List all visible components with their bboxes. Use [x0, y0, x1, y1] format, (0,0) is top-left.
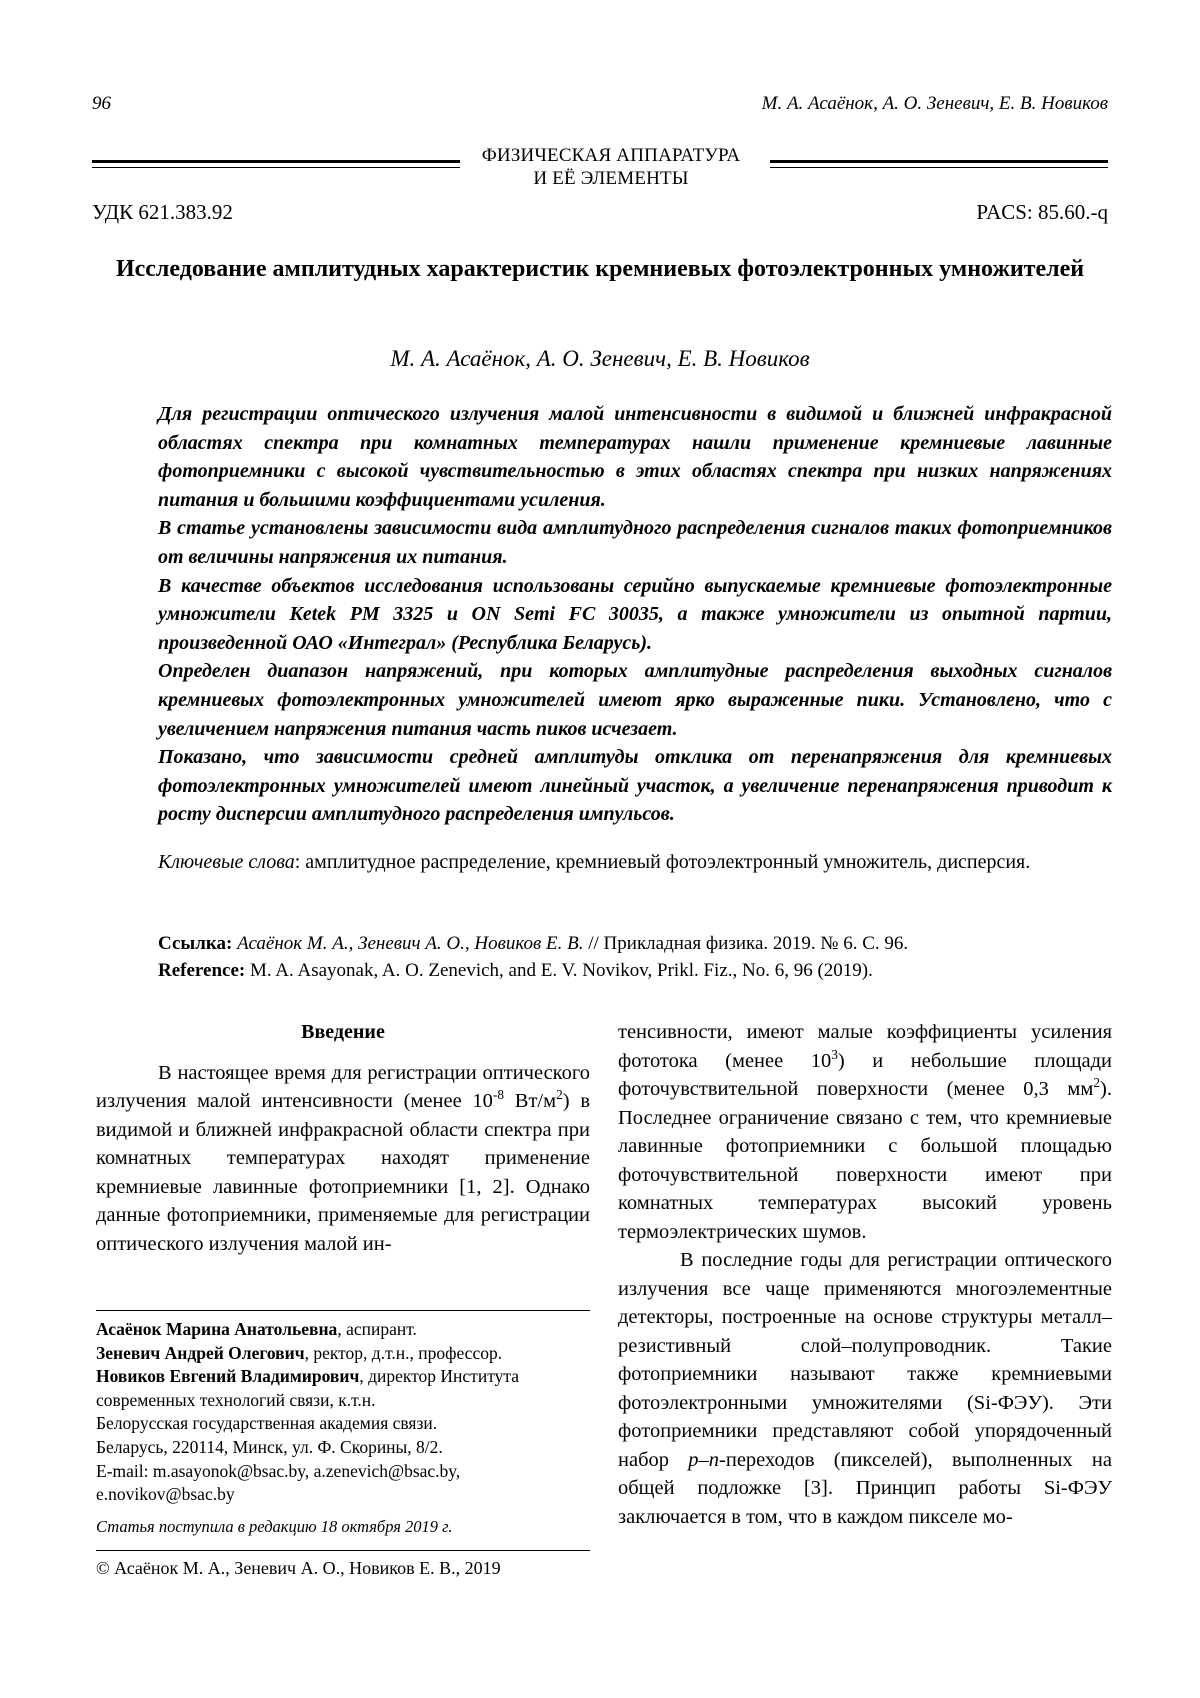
- keywords: [158, 848, 1118, 876]
- citation-ru: [158, 930, 1118, 957]
- italic-term: p–n: [688, 1448, 720, 1471]
- section-line-1: ФИЗИЧЕСКАЯ АППАРАТУРА: [481, 145, 741, 166]
- running-authors: М. А. Асаёнок, А. О. Зеневич, Е. В. Новиков: [761, 93, 1108, 114]
- author-entry: [96, 1318, 590, 1342]
- abstract-paragraph: Показано, что зависимости средней амплитуды отклика от перенапряжения для кремниевых фотоэлектронных умножителей имеют линейный участок, а увеличение перенапряжения приводит к росту дисперсии амплитудного распределения импульсов.: [158, 746, 1112, 826]
- author-role: , директор Института современных технологий связи, к.т.н.: [96, 1366, 519, 1410]
- citation-authors: Асаёнок М. А., Зеневич А. О., Новиков Е. В.: [237, 933, 584, 954]
- section-rule-right: [770, 160, 1108, 168]
- author-footnote: [96, 1318, 590, 1507]
- footnote-divider: [96, 1310, 590, 1311]
- copyright: © Асаёнок М. А., Зеневич А. О., Новиков Е. В., 2019: [96, 1558, 501, 1578]
- author-name: Асаёнок Марина Анатольевна: [96, 1319, 338, 1339]
- author-name: Новиков Евгений Владимирович: [96, 1366, 360, 1387]
- author-entry: [96, 1342, 590, 1366]
- udk-code: УДК 621.383.92: [92, 200, 233, 224]
- text-run: ) и небольшие площади фоточувствительной поверхности (менее 0,3 мм: [618, 1049, 1112, 1100]
- text-run: -переходов (пикселей), выполненных на общей подложке [3]. Принцип работы Si-ФЭУ заключается в том, что в каждом пикселе мо-: [618, 1448, 1112, 1528]
- section-rule-left: [92, 160, 460, 168]
- reference-label: Reference:: [158, 960, 246, 981]
- body-paragraph: [96, 1059, 590, 1259]
- body-paragraph: [618, 1018, 1112, 1246]
- running-head: [92, 93, 1108, 119]
- copyright-divider: [96, 1550, 590, 1551]
- superscript: 3: [831, 1046, 838, 1062]
- right-column: [618, 1018, 1112, 1531]
- email: E-mail: m.asayonok@bsac.by, a.zenevich@bsac.by, e.novikov@bsac.by: [96, 1460, 461, 1505]
- superscript: 2: [1093, 1075, 1101, 1091]
- address: Беларусь, 220114, Минск, ул. Ф. Скорины, 8/2.: [96, 1436, 443, 1457]
- abstract-paragraph: В качестве объектов исследования использованы серийно выпускаемые кремниевые фотоэлектронные умножители Ketek PM 3325 и ON Semi FC 30035, а также умножители из опытной партии, произведенной ОАО «Интеграл» (Республика Беларусь).: [158, 574, 1112, 654]
- abstract-paragraph: Определен диапазон напряжений, при которых амплитудные распределения выходных сигналов кремниевых фотоэлектронных умножителей имеют ярко выраженные пики. Установлено, что с увеличением напряжения питания часть пиков исчезает.: [158, 660, 1112, 740]
- text-run: Вт/м: [504, 1090, 557, 1112]
- section-label: [460, 144, 762, 190]
- section-heading: Введение: [301, 1021, 385, 1043]
- text-run: тенсивности, имеют малые коэффициенты усиления фототока (менее 10: [618, 1021, 1112, 1072]
- section-band: [92, 144, 1108, 188]
- text-run: В последние годы для регистрации оптического излучения все чаще применяются многоэлементные детекторы, построенные на основе структуры металл–резистивный слой–полупроводник. Такие фотоприемники называют также кремниевыми фотоэлектронными умножителями (Si-ФЭУ). Эти фотоприемники представляют собой упорядоченный набор: [618, 1249, 1112, 1471]
- section-line-2: И ЕЁ ЭЛЕМЕНТЫ: [533, 168, 689, 189]
- abstract-paragraph: Для регистрации оптического излучения малой интенсивности в видимой и ближней инфракрасной областях спектра при комнатных температурах нашли применение кремниевые лавинные фотоприемники с высокой чувствительностью в этих областях спектра при низких напряжениях питания и большими коэффициентами усиления.: [158, 403, 1112, 511]
- author-role: , аспирант.: [337, 1319, 417, 1339]
- abstract-paragraph: В статье установлены зависимости вида амплитудного распределения сигналов таких фотоприемников от величины напряжения их питания.: [158, 517, 1112, 568]
- reference-text: M. A. Asayonak, A. O. Zenevich, and E. V. Novikov, Prikl. Fiz., No. 6, 96 (2019).: [245, 960, 873, 981]
- text-run: ). Последнее ограничение связано с тем, что кремниевые лавинные фотоприемники с большой площадью фоточувствительной поверхности имеют при комнатных температурах высокий уровень термоэлектрических шумов.: [618, 1078, 1112, 1243]
- text-run: ) в видимой и ближней инфракрасной области спектра при комнатных температурах находят применение кремниевые лавинные фотоприемники [1, 2]. Однако данные фотоприемники, применяемые для регистрации оптического излучения малой ин-: [96, 1090, 591, 1255]
- organization: Белорусская государственная академия связи.: [96, 1413, 438, 1434]
- pacs-code: PACS: 85.60.-q: [976, 200, 1108, 224]
- page-number: 96: [92, 93, 111, 114]
- text-run: В настоящее время для регистрации оптического излучения малой интенсивности (менее 10: [96, 1061, 590, 1112]
- superscript: -8: [492, 1087, 505, 1103]
- body-paragraph: [618, 1246, 1112, 1531]
- superscript: 2: [556, 1087, 563, 1103]
- citation-en: [158, 957, 1118, 984]
- received-date: Статья поступила в редакцию 18 октября 2019 г.: [96, 1517, 453, 1536]
- keywords-text: : амплитудное распределение, кремниевый фотоэлектронный умножитель, дисперсия.: [294, 851, 1031, 873]
- article-title: Исследование амплитудных характеристик кремниевых фотоэлектронных умножителей: [115, 256, 1085, 282]
- left-column: [96, 1018, 590, 1258]
- abstract: [158, 400, 1112, 829]
- author-role: , ректор, д.т.н., профессор.: [304, 1342, 503, 1363]
- keywords-label: Ключевые слова: [158, 851, 295, 873]
- author-entry: [96, 1365, 590, 1412]
- citation-block: [158, 930, 1118, 984]
- author-name: Зеневич Андрей Олегович: [96, 1342, 305, 1363]
- citation-label: Ссылка:: [158, 933, 233, 954]
- citation-source: // Прикладная физика. 2019. № 6. С. 96.: [583, 933, 909, 954]
- article-authors: М. А. Асаёнок, А. О. Зеневич, Е. В. Новиков: [390, 346, 810, 371]
